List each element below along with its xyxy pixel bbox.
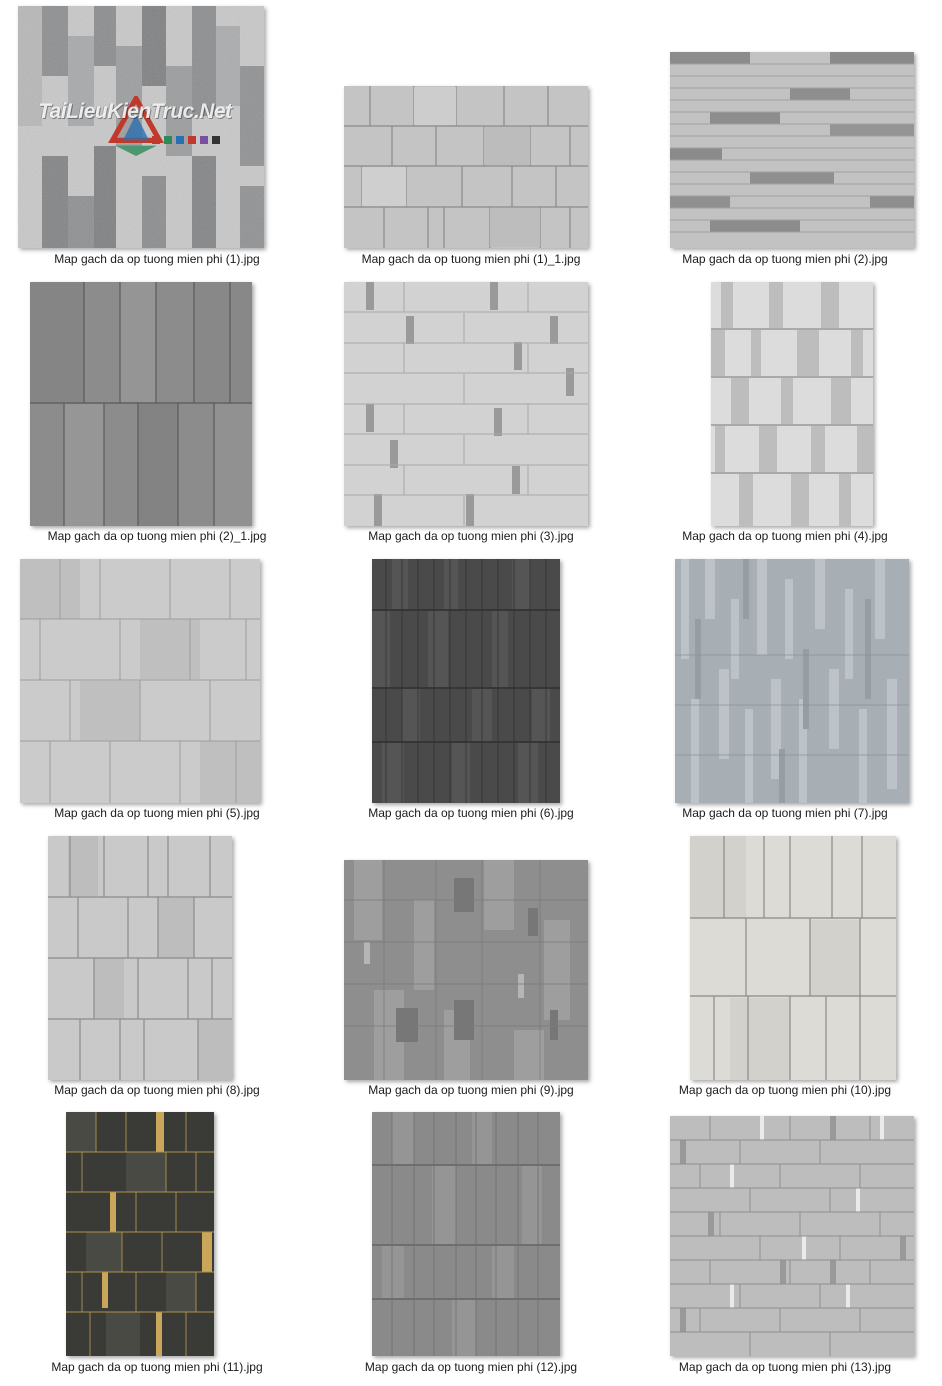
file-name[interactable]: Map gach da op tuong mien phi (1).jpg — [54, 252, 260, 266]
thumbnail-image[interactable] — [18, 6, 264, 248]
thumbnail-image[interactable] — [344, 282, 588, 526]
thumbnail-image[interactable] — [344, 860, 588, 1080]
file-name[interactable]: Map gach da op tuong mien phi (9).jpg — [368, 1083, 574, 1097]
file-name[interactable]: Map gach da op tuong mien phi (8).jpg — [54, 1083, 260, 1097]
thumbnail-image[interactable] — [690, 836, 896, 1080]
file-item[interactable] — [0, 1108, 314, 1385]
file-item[interactable] — [628, 554, 942, 831]
file-item[interactable] — [0, 277, 314, 554]
file-item[interactable] — [0, 0, 314, 277]
file-item[interactable] — [0, 554, 314, 831]
file-item[interactable] — [628, 0, 942, 277]
thumbnail-image[interactable] — [670, 52, 914, 248]
watermark-color-dots — [152, 136, 220, 144]
thumbnail-image[interactable] — [372, 1112, 560, 1356]
file-item[interactable] — [628, 277, 942, 554]
file-name[interactable]: Map gach da op tuong mien phi (10).jpg — [678, 1083, 892, 1097]
file-item[interactable] — [314, 831, 628, 1108]
thumbnail-image[interactable] — [66, 1112, 214, 1356]
file-name[interactable]: Map gach da op tuong mien phi (7).jpg — [682, 806, 888, 820]
file-name[interactable]: Map gach da op tuong mien phi (11).jpg — [51, 1360, 263, 1374]
file-item[interactable] — [314, 277, 628, 554]
thumbnail-image[interactable] — [711, 282, 873, 526]
file-name[interactable]: Map gach da op tuong mien phi (5).jpg — [54, 806, 260, 820]
file-item[interactable] — [628, 1108, 942, 1385]
file-item[interactable] — [0, 831, 314, 1108]
file-name[interactable]: Map gach da op tuong mien phi (2).jpg — [682, 252, 888, 266]
thumbnail-image[interactable] — [30, 282, 252, 526]
thumbnail-image[interactable] — [20, 559, 260, 803]
thumbnail-image[interactable] — [344, 86, 588, 248]
thumbnail-image[interactable] — [670, 1116, 914, 1356]
file-name[interactable]: Map gach da op tuong mien phi (6).jpg — [368, 806, 574, 820]
file-item[interactable] — [628, 831, 942, 1108]
thumbnail-image[interactable] — [675, 559, 909, 803]
thumbnail-image[interactable] — [372, 559, 560, 803]
thumbnail-image[interactable] — [48, 836, 232, 1080]
file-name[interactable]: Map gach da op tuong mien phi (1)_1.jpg — [361, 252, 581, 266]
file-item[interactable] — [314, 0, 628, 277]
file-item[interactable] — [314, 554, 628, 831]
file-item[interactable] — [314, 1108, 628, 1385]
watermark-text: TaiLieuKienTruc.Net — [38, 100, 232, 123]
file-name[interactable]: Map gach da op tuong mien phi (12).jpg — [364, 1360, 578, 1374]
file-name[interactable]: Map gach da op tuong mien phi (3).jpg — [368, 529, 574, 543]
file-name[interactable]: Map gach da op tuong mien phi (4).jpg — [682, 529, 888, 543]
watermark — [18, 96, 258, 156]
file-name[interactable]: Map gach da op tuong mien phi (13).jpg — [678, 1360, 892, 1374]
file-name[interactable]: Map gach da op tuong mien phi (2)_1.jpg — [47, 529, 267, 543]
